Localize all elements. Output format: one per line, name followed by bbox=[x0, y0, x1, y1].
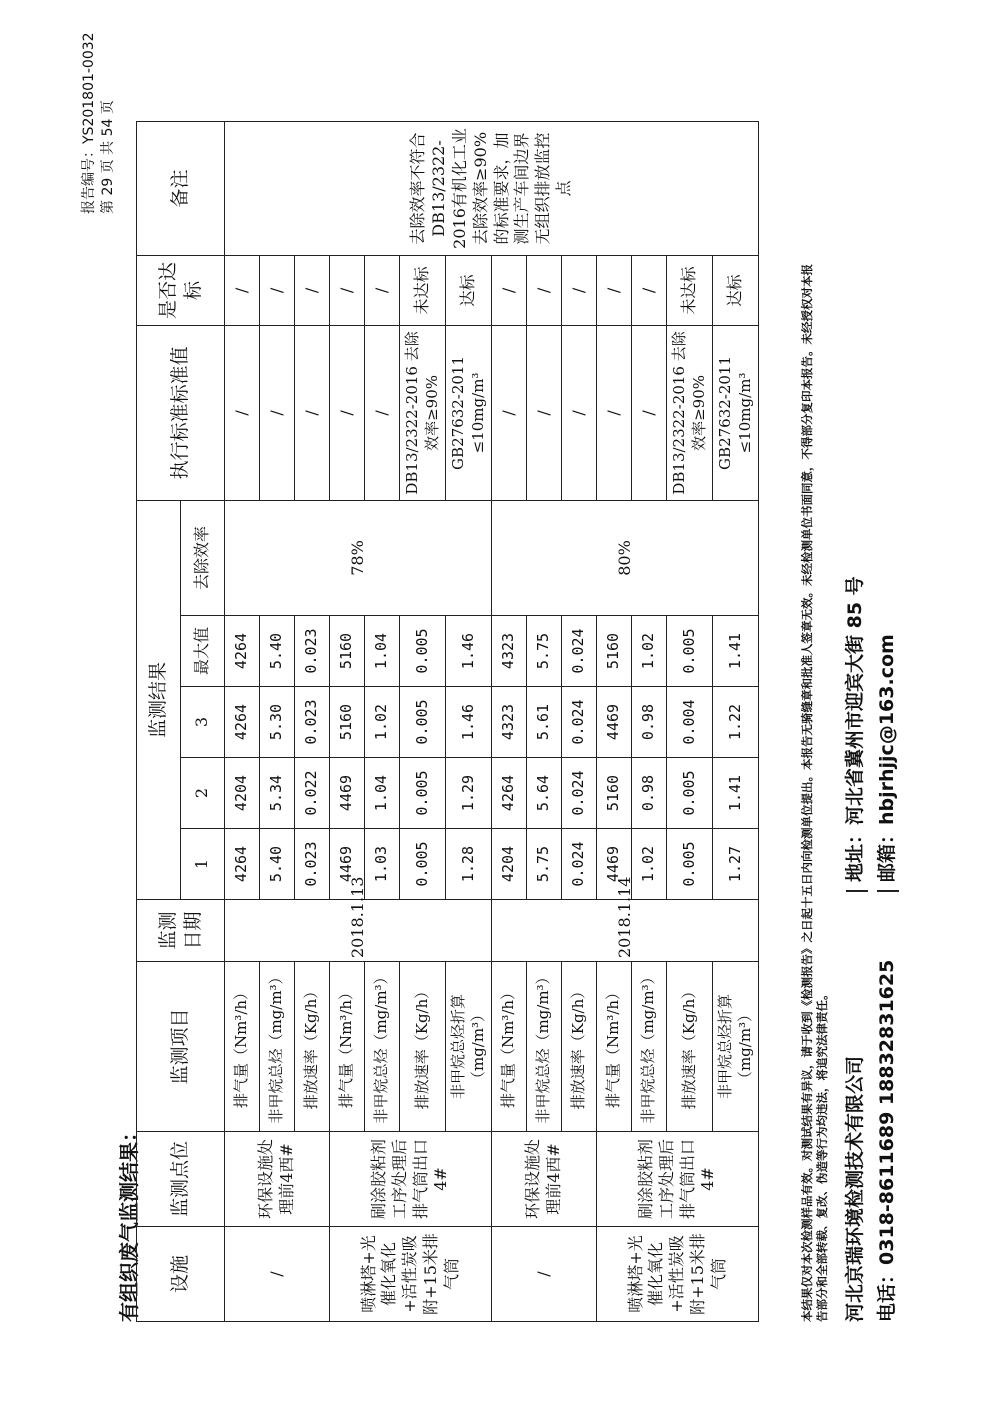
value-cell: 0.98 bbox=[632, 687, 667, 758]
standard-cell: GB27632-2011 ≤10mg/m³ bbox=[446, 325, 492, 500]
max-cell: 0.005 bbox=[667, 616, 713, 687]
facility-cell: / bbox=[492, 1227, 597, 1322]
company-name: 河北京瑞环境检测技术有限公司 bbox=[844, 1055, 866, 1322]
col-run-1: 1 bbox=[181, 829, 225, 900]
item-cell: 排放速率（Kg/h） bbox=[295, 962, 330, 1132]
value-cell: 5.34 bbox=[260, 758, 295, 829]
standard-cell: DB13/2322-2016 去除效率≥90% bbox=[400, 325, 446, 500]
max-cell: 4323 bbox=[492, 616, 527, 687]
standard-cell: / bbox=[597, 325, 632, 500]
item-cell: 排放速率（Kg/h） bbox=[667, 962, 713, 1132]
value-cell: 0.005 bbox=[400, 687, 446, 758]
max-cell: 0.024 bbox=[562, 616, 597, 687]
notice-line-1: 本结果仅对本次检测样品有效。对测试结果有异议，请于收到《检测报告》之日起十五日内向检测单位提出。本报告无骑缝章和批准人签章无效。未经检测单位书面同意，不得部分复印本报告。未经授权对本报 bbox=[800, 264, 814, 1322]
value-cell: 4264 bbox=[492, 758, 527, 829]
col-results: 监测结果 bbox=[137, 500, 181, 899]
value-cell: 4204 bbox=[225, 758, 260, 829]
notice-line-2: 告部分和全部转载、复改、伪造等行为均违法，将追究法律责任。 bbox=[815, 988, 829, 1322]
value-cell: 1.22 bbox=[713, 687, 759, 758]
pass-cell: 达标 bbox=[446, 255, 492, 325]
value-cell: 4323 bbox=[492, 687, 527, 758]
col-facility: 设施 bbox=[137, 1227, 225, 1322]
standard-cell: GB27632-2011 ≤10mg/m³ bbox=[713, 325, 759, 500]
company-phone: 电话：0318-8611689 18832831625 bbox=[875, 959, 898, 1322]
col-item: 监测项目 bbox=[137, 962, 225, 1132]
divider bbox=[877, 890, 899, 892]
col-date: 监测日期 bbox=[137, 900, 225, 962]
table-row bbox=[492, 121, 527, 1321]
point-cell: 刷涂胶粘剂工序处理后排气筒出口4# bbox=[330, 1132, 492, 1227]
company-address: 地址：河北省冀州市迎宾大街 85 号 bbox=[844, 576, 866, 882]
value-cell: 0.005 bbox=[667, 758, 713, 829]
date-cell: 2018.1.13 bbox=[225, 900, 492, 962]
remark-cell: 去除效率不符合DB13/2322-2016有机化工业去除效率≥90%的标准要求，加测生产车间边界无组织排放监控点 bbox=[225, 121, 759, 255]
value-cell: 4469 bbox=[330, 758, 365, 829]
item-cell: 排放速率（Kg/h） bbox=[562, 962, 597, 1132]
efficiency-cell: 80% bbox=[492, 500, 759, 615]
pass-cell: / bbox=[330, 255, 365, 325]
value-cell: 0.024 bbox=[562, 758, 597, 829]
standard-cell: / bbox=[365, 325, 400, 500]
standard-cell: / bbox=[295, 325, 330, 500]
pass-cell: / bbox=[632, 255, 667, 325]
pass-cell: 未达标 bbox=[400, 255, 446, 325]
item-cell: 排气量（Nm³/h） bbox=[330, 962, 365, 1132]
value-cell: 0.022 bbox=[295, 758, 330, 829]
max-cell: 1.41 bbox=[713, 616, 759, 687]
value-cell: 1.28 bbox=[446, 829, 492, 900]
divider bbox=[846, 890, 868, 892]
value-cell: 1.46 bbox=[446, 687, 492, 758]
value-cell: 5.40 bbox=[260, 829, 295, 900]
efficiency-cell: 78% bbox=[225, 500, 492, 615]
max-cell: 5.75 bbox=[527, 616, 562, 687]
max-cell: 0.005 bbox=[400, 616, 446, 687]
value-cell: 1.02 bbox=[632, 829, 667, 900]
item-cell: 排气量（Nm³/h） bbox=[597, 962, 632, 1132]
pass-cell: / bbox=[295, 255, 330, 325]
value-cell: 0.004 bbox=[667, 687, 713, 758]
max-cell: 1.04 bbox=[365, 616, 400, 687]
value-cell: 0.005 bbox=[400, 758, 446, 829]
value-cell: 1.41 bbox=[713, 758, 759, 829]
standard-cell: / bbox=[527, 325, 562, 500]
value-cell: 0.98 bbox=[632, 758, 667, 829]
point-cell: 刷涂胶粘剂工序处理后排气筒出口4# bbox=[597, 1132, 759, 1227]
pass-cell: / bbox=[365, 255, 400, 325]
value-cell: 1.03 bbox=[365, 829, 400, 900]
emission-results-table bbox=[136, 121, 759, 1322]
point-cell: 环保设施处理前4西# bbox=[225, 1132, 330, 1227]
value-cell: 0.023 bbox=[295, 829, 330, 900]
point-cell: 环保设施处理前4西# bbox=[492, 1132, 597, 1227]
max-cell: 5.40 bbox=[260, 616, 295, 687]
footer bbox=[800, 112, 899, 1322]
max-cell: 4264 bbox=[225, 616, 260, 687]
value-cell: 0.023 bbox=[295, 687, 330, 758]
col-run-2: 2 bbox=[181, 758, 225, 829]
col-pass: 是否达标 bbox=[137, 255, 225, 325]
value-cell: 4264 bbox=[225, 687, 260, 758]
max-cell: 5160 bbox=[597, 616, 632, 687]
col-remark: 备注 bbox=[137, 121, 225, 255]
item-cell: 非甲烷总烃（mg/m³） bbox=[365, 962, 400, 1132]
pass-cell: / bbox=[260, 255, 295, 325]
standard-cell: DB13/2322-2016 去除效率≥90% bbox=[667, 325, 713, 500]
value-cell: 4469 bbox=[330, 829, 365, 900]
col-run-3: 3 bbox=[181, 687, 225, 758]
value-cell: 4469 bbox=[597, 687, 632, 758]
footer-row-2 bbox=[872, 112, 900, 1322]
item-cell: 非甲烷总烃折算（mg/m³） bbox=[713, 962, 759, 1132]
item-cell: 排气量（Nm³/h） bbox=[225, 962, 260, 1132]
page-number: 第 29 页 共 54 页 bbox=[100, 100, 116, 214]
footer-row-1 bbox=[834, 112, 868, 1322]
item-cell: 非甲烷总烃（mg/m³） bbox=[632, 962, 667, 1132]
table-row bbox=[225, 121, 260, 1321]
value-cell: 5.61 bbox=[527, 687, 562, 758]
value-cell: 1.27 bbox=[713, 829, 759, 900]
max-cell: 1.46 bbox=[446, 616, 492, 687]
pass-cell: / bbox=[527, 255, 562, 325]
col-point: 监测点位 bbox=[137, 1132, 225, 1227]
facility-cell: / bbox=[225, 1227, 330, 1322]
value-cell: 4469 bbox=[597, 829, 632, 900]
value-cell: 0.005 bbox=[667, 829, 713, 900]
standard-cell: / bbox=[260, 325, 295, 500]
pass-cell: 未达标 bbox=[667, 255, 713, 325]
pass-cell: / bbox=[597, 255, 632, 325]
table-row bbox=[597, 121, 632, 1321]
value-cell: 0.024 bbox=[562, 829, 597, 900]
item-cell: 排放速率（Kg/h） bbox=[400, 962, 446, 1132]
standard-cell: / bbox=[225, 325, 260, 500]
value-cell: 4204 bbox=[492, 829, 527, 900]
standard-cell: / bbox=[330, 325, 365, 500]
col-max: 最大值 bbox=[181, 616, 225, 687]
report-number: 报告编号：YS201801-0032 bbox=[81, 32, 97, 214]
item-cell: 非甲烷总烃（mg/m³） bbox=[260, 962, 295, 1132]
col-efficiency: 去除效率 bbox=[181, 500, 225, 615]
value-cell: 4264 bbox=[225, 829, 260, 900]
value-cell: 1.29 bbox=[446, 758, 492, 829]
standard-cell: / bbox=[562, 325, 597, 500]
standard-cell: / bbox=[492, 325, 527, 500]
max-cell: 5160 bbox=[330, 616, 365, 687]
col-standard: 执行标准标准值 bbox=[137, 325, 225, 500]
value-cell: 0.024 bbox=[562, 687, 597, 758]
max-cell: 1.02 bbox=[632, 616, 667, 687]
pass-cell: / bbox=[562, 255, 597, 325]
value-cell: 5160 bbox=[597, 758, 632, 829]
item-cell: 排气量（Nm³/h） bbox=[492, 962, 527, 1132]
value-cell: 5.64 bbox=[527, 758, 562, 829]
standard-cell: / bbox=[632, 325, 667, 500]
item-cell: 非甲烷总烃（mg/m³） bbox=[527, 962, 562, 1132]
value-cell: 1.02 bbox=[365, 687, 400, 758]
value-cell: 1.04 bbox=[365, 758, 400, 829]
facility-cell: 喷淋塔+光催化氧化+活性炭吸附+15米排气筒 bbox=[597, 1227, 759, 1322]
facility-cell: 喷淋塔+光催化氧化+活性炭吸附+15米排气筒 bbox=[330, 1227, 492, 1322]
value-cell: 5160 bbox=[330, 687, 365, 758]
pass-cell: 达标 bbox=[713, 255, 759, 325]
value-cell: 0.005 bbox=[400, 829, 446, 900]
item-cell: 非甲烷总烃折算（mg/m³） bbox=[446, 962, 492, 1132]
pass-cell: / bbox=[225, 255, 260, 325]
date-cell: 2018.1.14 bbox=[492, 900, 759, 962]
max-cell: 0.023 bbox=[295, 616, 330, 687]
company-email: 邮箱：hbjrhjjc@163.com bbox=[875, 634, 898, 882]
pass-cell: / bbox=[492, 255, 527, 325]
table-caption: 有组织废气监测结果： bbox=[117, 1122, 141, 1322]
value-cell: 5.75 bbox=[527, 829, 562, 900]
table-row bbox=[330, 121, 365, 1321]
value-cell: 5.30 bbox=[260, 687, 295, 758]
